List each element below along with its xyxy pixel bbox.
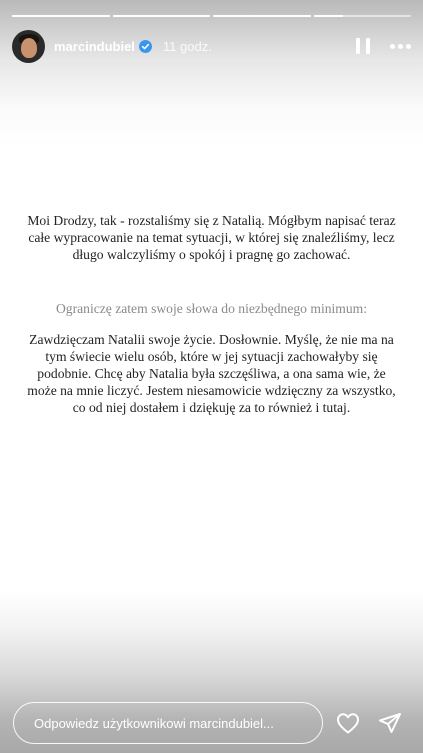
progress-fill <box>314 15 343 17</box>
progress-segment <box>314 15 412 17</box>
progress-segment <box>113 15 211 17</box>
story-text <box>22 212 401 416</box>
story-paragraph-main: Zawdzięczam Natalii swoje życie. Dosłownie. Myślę, że nie ma na tym świecie wielu osób, które w jej sytuacji zachowałyby się podobnie. Chcę aby Natalia była szczęśliwa, a ona sama wie, że może na mnie liczyć. Jestem niesamowicie wdzięczny za wszystko, co od niej dostałem i dziękuję za to również i tutaj. <box>27 332 396 415</box>
story-footer <box>13 702 410 744</box>
send-icon[interactable] <box>378 711 402 735</box>
heart-icon[interactable] <box>336 711 360 735</box>
username[interactable]: marcindubiel <box>54 38 135 54</box>
story-header <box>12 29 411 63</box>
progress-segment <box>213 15 311 17</box>
avatar[interactable] <box>12 30 45 63</box>
reply-input[interactable]: Odpowiedz użytkownikowi marcindubiel... <box>13 702 323 744</box>
avatar-face <box>21 38 37 58</box>
story-progress-bar <box>12 15 411 17</box>
story-paragraph-note: Ograniczę zatem swoje słowa do niezbędnego minimum: <box>55 301 368 316</box>
verified-badge-icon <box>139 40 152 53</box>
pause-icon[interactable] <box>356 38 370 54</box>
story-paragraph-intro: Moi Drodzy, tak - rozstaliśmy się z Natalią. Mógłbym napisać teraz całe wypracowanie na temat sytuacji, w której się znaleźliśmy, lecz długo walczyliśmy o spokój i pragnę go zachować. <box>27 213 396 262</box>
progress-segment <box>12 15 110 17</box>
more-options-icon[interactable] <box>390 44 411 49</box>
progress-fill <box>12 15 110 17</box>
progress-fill <box>113 15 211 17</box>
post-time: 11 godz. <box>162 38 212 54</box>
header-actions <box>356 38 411 54</box>
footer-actions <box>336 711 410 735</box>
progress-fill <box>213 15 311 17</box>
